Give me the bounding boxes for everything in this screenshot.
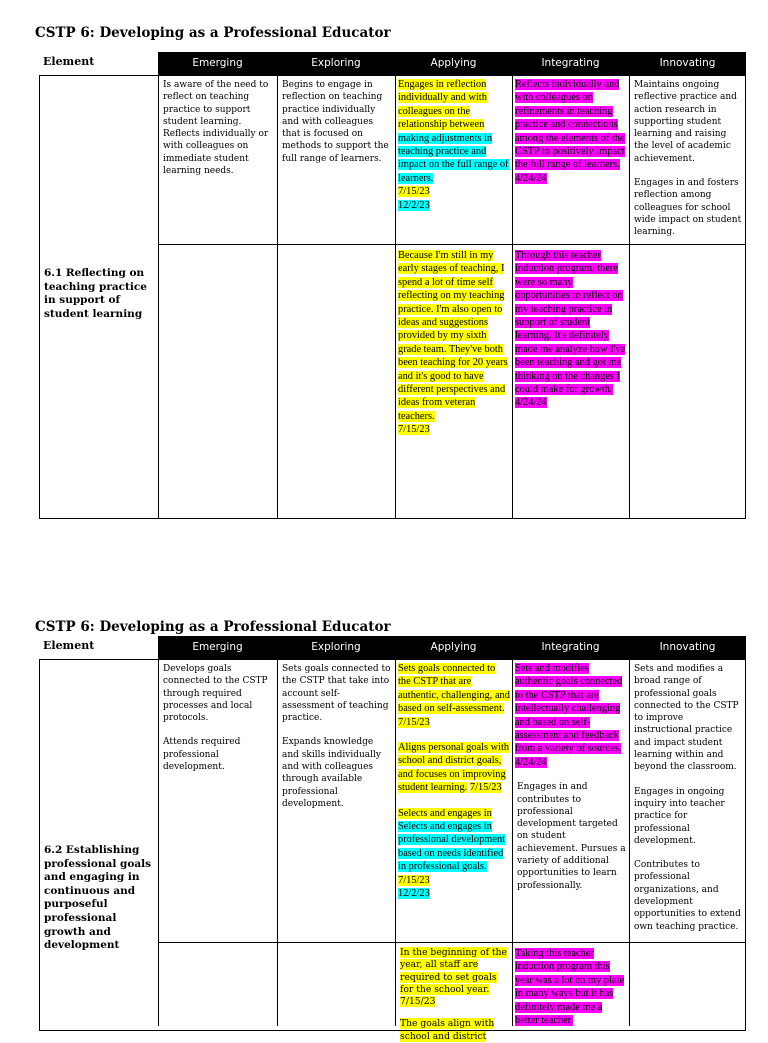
cell-innovating-6-1-evidence: [629, 244, 746, 519]
page-title-2: CSTP 6: Developing as a Professional Educator: [35, 619, 391, 635]
cstp-table-2: [39, 636, 746, 1042]
col-innovating-2: Innovating: [629, 636, 746, 659]
cell-applying-6-1-evidence: [395, 244, 512, 519]
integrating-evidence-date: 4/24/24: [515, 397, 547, 409]
innovating-text-1: Maintains ongoing reflective practice and action research in supporting student learning and raising the level of academic achievement.: [634, 80, 737, 164]
cell-emerging-6-1: [158, 75, 277, 244]
applying-evidence-text: Because I'm still in my early stages of teaching, I spend a lot of time self reflecting on my teaching practice. I'm also open to ideas and suggestions provided by my sixth grade team. They've both been teaching for 20 years and it's good to have different perspectives and ideas from veteran teachers.: [398, 250, 508, 422]
cell-emerging-6-1-evidence: [158, 244, 277, 519]
element-label-6-2: 6.2 Establishing professional goals and engaging in continuous and purposeful professional growth and development: [44, 844, 152, 952]
cell-integrating-6-2: [512, 659, 629, 942]
cell-emerging-6-2-evidence: [158, 942, 277, 1026]
col-integrating-2: Integrating: [512, 636, 629, 659]
cell-exploring-6-2-evidence: [277, 942, 395, 1026]
applying2-text-1: Sets goals connected to the CSTP that are authentic, challenging, and based on self-assessment.: [398, 663, 510, 715]
applying2-text-3a: Selects and engages in: [398, 807, 492, 819]
integrating2-text-2: Engages in and contributes to professional development targeted on student achievement. Pursues a variety of additional opportunities to learn professionally.: [517, 782, 626, 891]
emerging2-text-1: Develops goals connected to the CSTP through required processes and local protocols.: [163, 664, 268, 724]
applying-evidence-date: 7/15/23: [398, 424, 430, 436]
col-applying-1: Applying: [395, 52, 512, 75]
col-integrating-1: Integrating: [512, 52, 629, 75]
exploring2-text-1: Sets goals connected to the CSTP that take into account self-assessment of teaching practice.: [282, 664, 391, 724]
applying-date-1: 7/15/23: [398, 186, 430, 198]
innovating2-text-1: Sets and modifies a broad range of professional goals connected to the CSTP to improve instructional practice and impact student learning within and beyond the classroom.: [634, 664, 739, 773]
cell-innovating-6-1: [629, 75, 746, 244]
integrating-evidence-text: Through this teacher induction program, there were so many opportunities to reflect on my teaching practice in support of student learning. It's definitely made me analyze how I've been teaching and got me thinking on the changes I could make for growth.: [515, 250, 626, 396]
applying2-evidence-date: 7/15/23: [400, 996, 436, 1008]
cell-exploring-6-1: [277, 75, 395, 244]
cell-applying-6-1: [395, 75, 512, 244]
emerging-text-1: Is aware of the need to reflect on teaching practice to support student learning.: [163, 80, 269, 127]
applying2-evidence-text-2: The goals align with school and district: [400, 1018, 495, 1042]
applying2-evidence-text-1: In the beginning of the year, all staff are required to set goals for the school year.: [400, 947, 507, 995]
element-header-1: Element: [39, 52, 158, 75]
col-exploring-2: Exploring: [277, 636, 395, 659]
applying2-date-3b: 12/2/23: [398, 888, 430, 900]
page-title-1: CSTP 6: Developing as a Professional Educator: [35, 25, 391, 41]
element-label-6-1: 6.1 Reflecting on teaching practice in support of student learning: [44, 267, 147, 320]
exploring-text: Begins to engage in reflection on teaching practice individually and with colleagues that is focused on methods to support the full range of learners.: [282, 80, 389, 164]
cell-integrating-6-2-evidence: [512, 942, 629, 1026]
innovating2-text-2: Engages in ongoing inquiry into teacher practice for professional development.: [634, 786, 725, 846]
cell-emerging-6-2: [158, 659, 277, 942]
emerging-text-2: Reflects individually or with colleagues on immediate student learning needs.: [163, 129, 269, 177]
applying-date-2: 12/2/23: [398, 199, 430, 211]
applying-text-a: Engages in reflection individually and with colleagues on the relationship between: [398, 79, 487, 131]
integrating-date: 4/24/24: [515, 172, 547, 184]
cell-applying-6-2-evidence: [395, 942, 512, 1042]
col-emerging-1: Emerging: [158, 52, 277, 75]
integrating2-evidence-text: Taking this teacher induction program this year was a lot on my plate in many ways but it has definitely made me a better teacher.: [515, 948, 625, 1027]
cell-applying-6-2: [395, 659, 512, 942]
cstp-table-1: [39, 52, 746, 519]
applying2-text-2: Aligns personal goals with school and district goals, and focuses on improving student learning.: [398, 742, 510, 794]
cell-innovating-6-2-evidence: [629, 942, 746, 1026]
cell-innovating-6-2: [629, 659, 746, 942]
cell-integrating-6-1-evidence: [512, 244, 629, 519]
col-exploring-1: Exploring: [277, 52, 395, 75]
cell-exploring-6-1-evidence: [277, 244, 395, 519]
integrating2-date-1: 4/24/24: [515, 756, 547, 768]
integrating2-text-1: Sets and modifies authentic goals connected to the CSTP that are intellectually challenging and based on self-assessment and feedback from a variety of sources.: [515, 663, 623, 755]
integrating-text: Reflects individually and with colleagues on refinements in teaching practice and connections among the elements of the CSTP to positively impact the full range of learners.: [515, 79, 625, 171]
element-header-2: Element: [39, 636, 158, 659]
element-cell-1: [39, 75, 158, 519]
emerging2-text-2: Attends required professional development.: [163, 737, 241, 773]
element-cell-2: [39, 659, 158, 1026]
applying2-text-3: Selects and engages in professional development based on needs identified in professional goals.: [398, 821, 506, 873]
innovating2-text-3: Contributes to professional organizations, and development opportunities to extend own teaching practice.: [634, 860, 741, 932]
applying2-date-3a: 7/15/23: [398, 874, 430, 886]
col-innovating-1: Innovating: [629, 52, 746, 75]
innovating-text-2: Engages in and fosters reflection among colleagues for school wide impact on student learning.: [634, 178, 742, 238]
cell-exploring-6-2: [277, 659, 395, 942]
col-applying-2: Applying: [395, 636, 512, 659]
exploring2-text-2: Expands knowledge and skills individually and with colleagues through available professional development.: [282, 737, 382, 809]
cell-integrating-6-1: [512, 75, 629, 244]
applying2-date-2: 7/15/23: [469, 782, 502, 794]
applying2-date-1: 7/15/23: [398, 716, 430, 728]
col-emerging-2: Emerging: [158, 636, 277, 659]
applying-text-b: making adjustments in teaching practice and impact on the full range of learners.: [398, 132, 509, 184]
